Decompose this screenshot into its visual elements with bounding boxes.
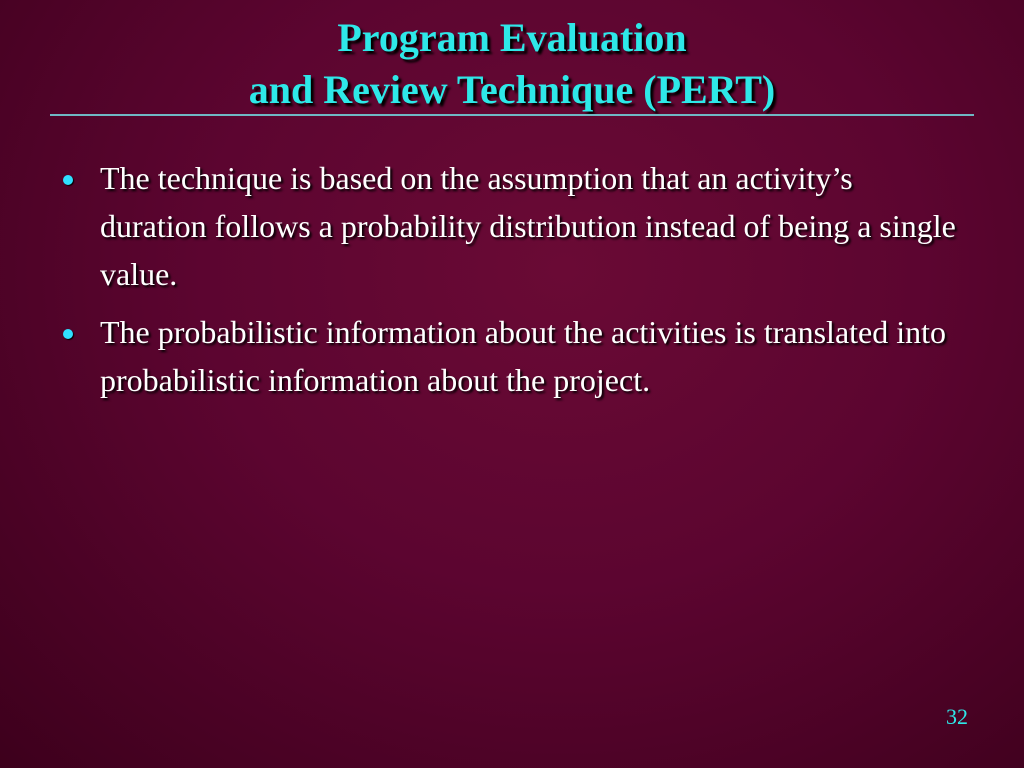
bullet-dot-icon <box>63 329 73 339</box>
bullet-item <box>58 154 958 298</box>
bullet-dot-icon <box>63 175 73 185</box>
title-divider <box>50 114 974 116</box>
page-number: 32 <box>946 704 968 729</box>
bullet-item <box>58 308 958 404</box>
bullet-text: The probabilistic information about the activities is translated into probabilistic information about the project. <box>100 314 947 398</box>
bullet-text: The technique is based on the assumption that an activity’s duration follows a probability distribution instead of being a single value. <box>100 160 956 292</box>
slide-title-line-2: and Review Technique (PERT) <box>248 67 776 112</box>
slide-title <box>0 12 1024 116</box>
slide-title-line-1: Program Evaluation <box>337 15 687 60</box>
bullet-list <box>58 154 958 414</box>
